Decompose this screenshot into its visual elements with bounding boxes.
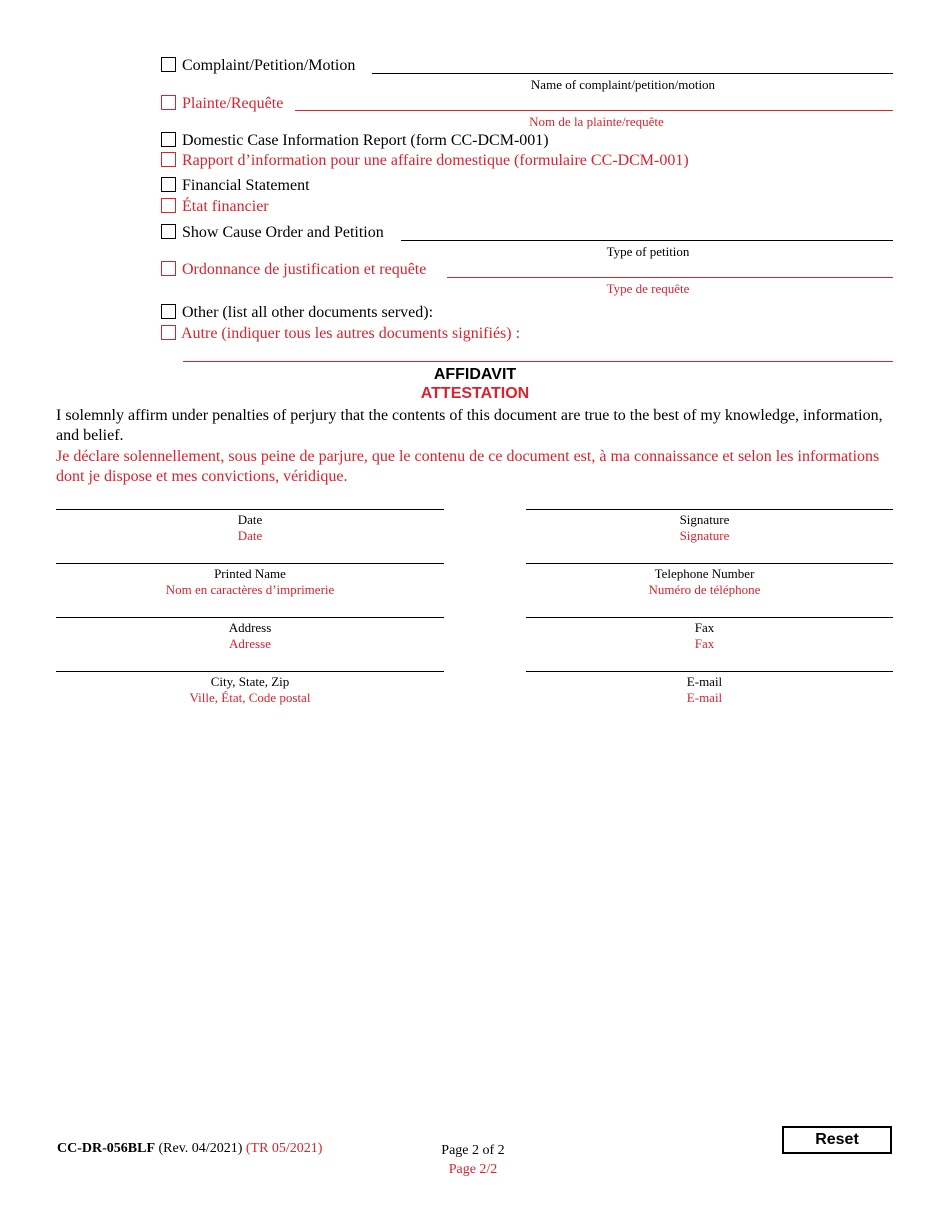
form-revision: (Rev. 04/2021) bbox=[158, 1141, 243, 1156]
page-number-fr: Page 2/2 bbox=[448, 1162, 498, 1177]
signature-field[interactable] bbox=[526, 509, 893, 510]
affidavit-title: AFFIDAVIT bbox=[433, 366, 517, 383]
other-label: Other (list all other documents served): bbox=[182, 304, 434, 321]
date-caption bbox=[56, 512, 444, 544]
dcm-label: Domestic Case Information Report (form CC-DCM-001) bbox=[182, 132, 549, 149]
complaint-checkbox[interactable] bbox=[161, 57, 176, 72]
form-identifier bbox=[57, 1141, 322, 1157]
form-id: CC-DR-056BLF bbox=[57, 1141, 155, 1156]
city-state-zip-caption bbox=[56, 674, 444, 706]
financial-fr-label: État financier bbox=[182, 198, 269, 215]
telephone-caption bbox=[526, 566, 883, 598]
financial-label: Financial Statement bbox=[182, 177, 310, 194]
date-caption-en: Date bbox=[237, 512, 263, 527]
petition-type-caption: Type of petition bbox=[606, 244, 690, 259]
plainte-caption: Nom de la plainte/requête bbox=[529, 114, 664, 129]
plainte-name-field[interactable] bbox=[295, 110, 893, 111]
printed-name-caption-fr: Nom en caractères d’imprimerie bbox=[165, 582, 335, 597]
financial-fr-checkbox[interactable] bbox=[161, 198, 176, 213]
page-number bbox=[420, 1141, 526, 1179]
dcm-checkbox[interactable] bbox=[161, 132, 176, 147]
signature-caption-en: Signature bbox=[679, 512, 730, 527]
page-number-en: Page 2 of 2 bbox=[441, 1143, 505, 1158]
telephone-caption-en: Telephone Number bbox=[654, 566, 755, 581]
printed-name-caption-en: Printed Name bbox=[214, 566, 286, 581]
show-cause-checkbox[interactable] bbox=[161, 224, 176, 239]
address-field[interactable] bbox=[56, 617, 444, 618]
complaint-name-field[interactable] bbox=[372, 73, 893, 74]
fax-caption-fr: Fax bbox=[694, 636, 715, 651]
city-state-zip-field[interactable] bbox=[56, 671, 444, 672]
signature-caption-fr: Signature bbox=[679, 528, 730, 543]
ordonnance-label: Ordonnance de justification et requête bbox=[182, 261, 427, 278]
city-state-zip-caption-fr: Ville, État, Code postal bbox=[189, 690, 311, 705]
autre-checkbox[interactable] bbox=[161, 325, 176, 340]
complaint-label: Complaint/Petition/Motion bbox=[182, 57, 356, 74]
plainte-label: Plainte/Requête bbox=[182, 95, 284, 112]
petition-type-field[interactable] bbox=[401, 240, 893, 241]
reset-button[interactable]: Reset bbox=[782, 1126, 892, 1154]
financial-checkbox[interactable] bbox=[161, 177, 176, 192]
requete-type-caption: Type de requête bbox=[606, 281, 690, 296]
email-caption-fr: E-mail bbox=[686, 690, 723, 705]
affidavit-text-en: I solemnly affirm under penalties of perjury that the contents of this document are true to the best of my knowledge, information, and belief. bbox=[56, 407, 883, 444]
requete-type-field[interactable] bbox=[447, 277, 893, 278]
other-documents-field[interactable] bbox=[183, 361, 893, 362]
date-caption-fr: Date bbox=[237, 528, 263, 543]
address-caption-en: Address bbox=[228, 620, 272, 635]
ordonnance-checkbox[interactable] bbox=[161, 261, 176, 276]
dcm-fr-checkbox[interactable] bbox=[161, 152, 176, 167]
attestation-title: ATTESTATION bbox=[420, 385, 530, 402]
city-state-zip-caption-en: City, State, Zip bbox=[210, 674, 290, 689]
date-field[interactable] bbox=[56, 509, 444, 510]
telephone-field[interactable] bbox=[526, 563, 893, 564]
form-translation: (TR 05/2021) bbox=[245, 1141, 323, 1156]
printed-name-field[interactable] bbox=[56, 563, 444, 564]
complaint-caption: Name of complaint/petition/motion bbox=[530, 77, 716, 92]
autre-label: Autre (indiquer tous les autres documents signifiés) : bbox=[181, 325, 521, 342]
telephone-caption-fr: Numéro de téléphone bbox=[648, 582, 761, 597]
fax-field[interactable] bbox=[526, 617, 893, 618]
dcm-fr-label: Rapport d’information pour une affaire domestique (formulaire CC-DCM-001) bbox=[182, 152, 689, 169]
signature-caption bbox=[526, 512, 883, 544]
fax-caption bbox=[526, 620, 883, 652]
email-caption-en: E-mail bbox=[686, 674, 723, 689]
email-caption bbox=[526, 674, 883, 706]
email-field[interactable] bbox=[526, 671, 893, 672]
affidavit-text-fr: Je déclare solennellement, sous peine de parjure, que le contenu de ce document est, à ma connaissance et selon les informations dont je dispose et mes convictions, véridique. bbox=[56, 448, 880, 485]
address-caption-fr: Adresse bbox=[229, 636, 271, 651]
fax-caption-en: Fax bbox=[694, 620, 715, 635]
address-caption bbox=[56, 620, 444, 652]
plainte-checkbox[interactable] bbox=[161, 95, 176, 110]
show-cause-label: Show Cause Order and Petition bbox=[182, 224, 384, 241]
other-checkbox[interactable] bbox=[161, 304, 176, 319]
printed-name-caption bbox=[56, 566, 444, 598]
